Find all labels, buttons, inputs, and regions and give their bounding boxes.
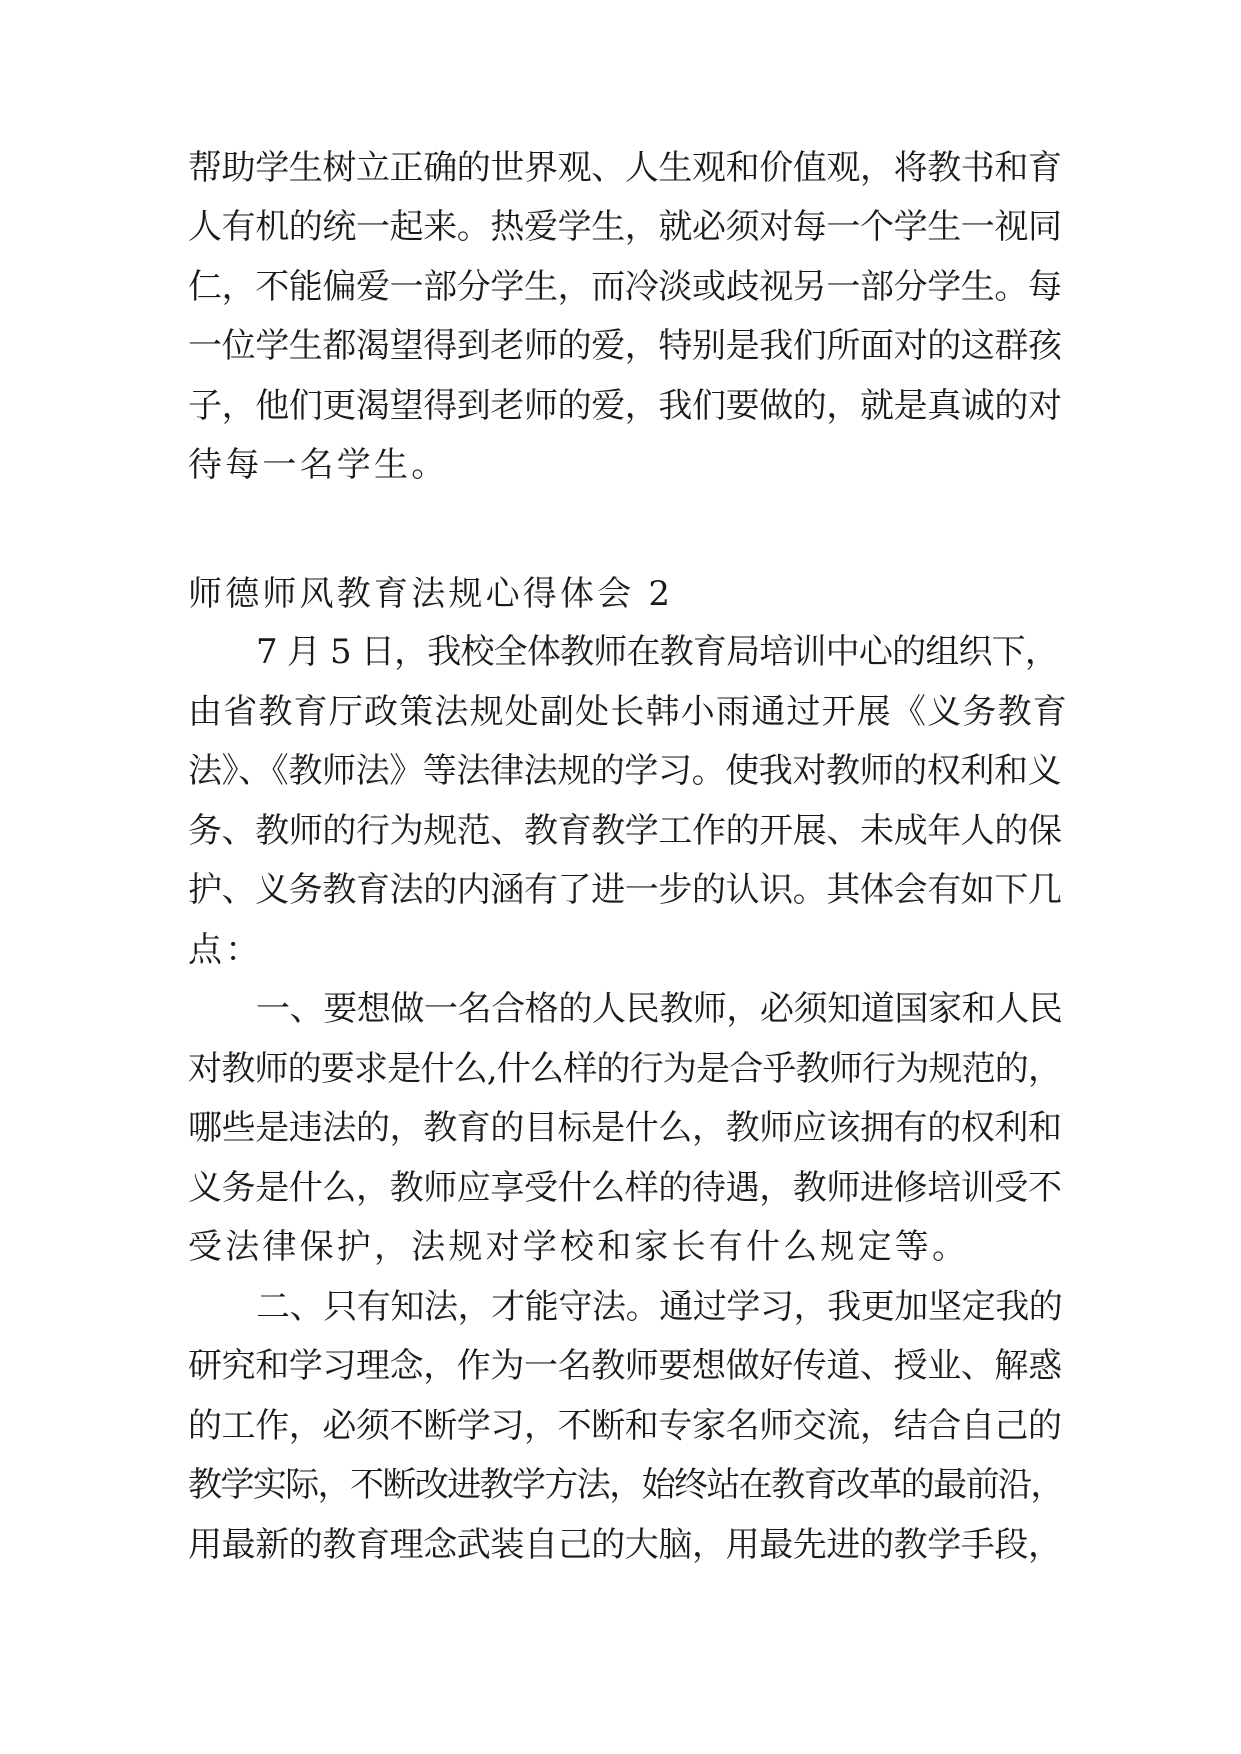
text-line: 帮助学生树立正确的世界观、人生观和价值观，将教书和育 — [188, 148, 1062, 188]
text-line: 点： — [188, 930, 263, 970]
text-line: 一位学生都渴望得到老师的爱，特别是我们所面对的这群孩 — [188, 326, 1062, 366]
text-line: 哪些是违法的，教育的目标是什么，教师应该拥有的权利和 — [188, 1108, 1062, 1148]
text-line: 子，他们更渴望得到老师的爱，我们要做的，就是真诚的对 — [188, 386, 1062, 426]
text-line: 受法律保护，法规对学校和家长有什么规定等。 — [188, 1227, 970, 1267]
section-heading: 师德师风教育法规心得体会 2 — [188, 574, 674, 614]
text-line: 护、义务教育法的内涵有了进一步的认识。其体会有如下几 — [188, 870, 1062, 910]
text-line: 教学实际，不断改进教学方法，始终站在教育改革的最前沿， — [188, 1465, 1063, 1505]
text-line: 由省教育厅政策法规处副处长韩小雨通过开展《义务教育 — [188, 692, 1068, 732]
text-line: 人有机的统一起来。热爱学生，就必须对每一个学生一视同 — [188, 207, 1062, 247]
text-line: 一、要想做一名合格的人民教师，必须知道国家和人民 — [256, 989, 1063, 1029]
text-line: 用最新的教育理念武装自己的大脑，用最先进的教学手段， — [188, 1525, 1062, 1565]
text-line: 对教师的要求是什么,什么样的行为是合乎教师行为规范的， — [188, 1049, 1062, 1089]
text-line: 待每一名学生。 — [188, 445, 449, 485]
text-line: 的工作，必须不断学习，不断和专家名师交流，结合自己的 — [188, 1406, 1062, 1446]
text-line: 义务是什么，教师应享受什么样的待遇，教师进修培训受不 — [188, 1168, 1062, 1208]
text-line: 二、只有知法，才能守法。通过学习，我更加坚定我的 — [256, 1287, 1063, 1327]
text-line: 研究和学习理念，作为一名教师要想做好传道、授业、解惑 — [188, 1346, 1062, 1386]
text-line: 务、教师的行为规范、教育教学工作的开展、未成年人的保 — [188, 811, 1062, 851]
text-line: 法》、《教师法》等法律法规的学习。使我对教师的权利和义 — [188, 751, 1062, 791]
text-line: 7 月 5 日，我校全体教师在教育局培训中心的组织下， — [256, 632, 1059, 672]
text-line: 仁，不能偏爱一部分学生，而冷淡或歧视另一部分学生。每 — [188, 267, 1062, 307]
